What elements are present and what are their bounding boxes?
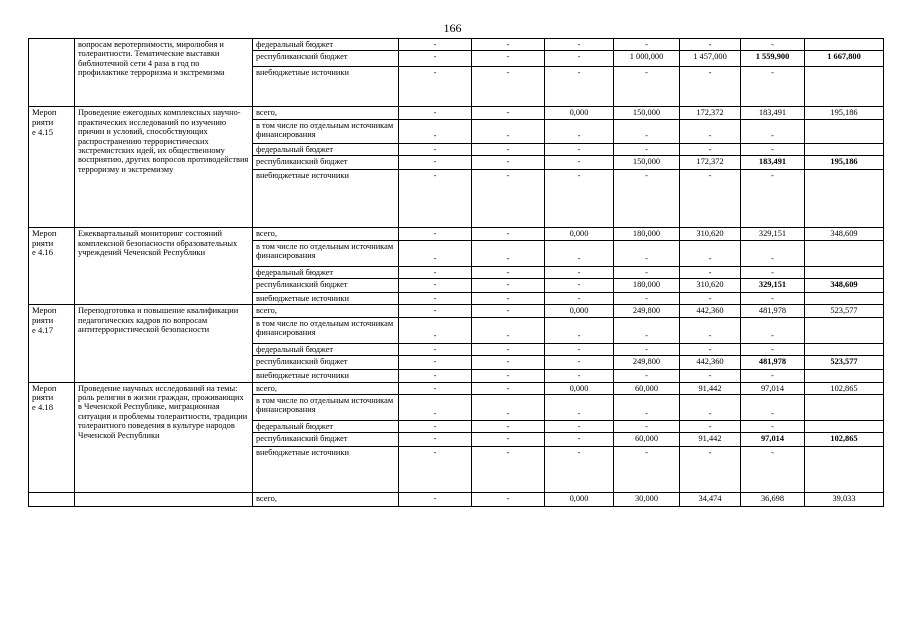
value-cell: 249,800 [614, 356, 680, 370]
value-cell: 150,000 [614, 156, 680, 170]
value-cell: - [545, 240, 614, 266]
value-cell: - [472, 156, 545, 170]
funding-source: внебюджетные источники [253, 370, 399, 382]
value-cell: - [741, 317, 805, 343]
funding-source: в том числе по отдельным источникам финансирования [253, 240, 399, 266]
value-cell: - [472, 51, 545, 67]
value-cell: - [472, 370, 545, 382]
funding-source: внебюджетные источники [253, 447, 399, 493]
funding-source: федеральный бюджет [253, 266, 399, 278]
value-cell: - [680, 266, 741, 278]
value-cell: - [545, 447, 614, 493]
value-cell: - [741, 447, 805, 493]
value-cell: - [472, 447, 545, 493]
value-cell: 348,609 [805, 279, 884, 293]
value-cell: - [614, 170, 680, 228]
value-cell: - [741, 119, 805, 143]
value-cell: - [399, 317, 472, 343]
value-cell: - [472, 433, 545, 447]
value-cell: - [472, 356, 545, 370]
funding-source: в том числе по отдельным источникам финансирования [253, 317, 399, 343]
funding-source: республиканский бюджет [253, 51, 399, 67]
value-cell: 348,609 [805, 228, 884, 240]
value-cell: - [680, 421, 741, 433]
value-cell: - [399, 421, 472, 433]
table-row [29, 493, 884, 507]
value-cell: - [741, 39, 805, 51]
value-cell: - [545, 170, 614, 228]
value-cell: - [741, 240, 805, 266]
value-cell [805, 240, 884, 266]
value-cell: - [741, 421, 805, 433]
value-cell [805, 266, 884, 278]
value-cell: - [472, 228, 545, 240]
value-cell: 523,577 [805, 305, 884, 317]
value-cell: 0,000 [545, 493, 614, 507]
value-cell: 523,577 [805, 356, 884, 370]
value-cell: 60,000 [614, 382, 680, 394]
value-cell: - [399, 356, 472, 370]
value-cell: - [614, 143, 680, 155]
funding-source: всего, [253, 305, 399, 317]
value-cell: - [399, 279, 472, 293]
value-cell: - [741, 266, 805, 278]
value-cell: - [680, 395, 741, 421]
value-cell: 195,186 [805, 107, 884, 119]
measure-code: Мероп рияти е 4.16 [29, 228, 75, 305]
value-cell: - [472, 266, 545, 278]
value-cell: - [614, 395, 680, 421]
value-cell: 195,186 [805, 156, 884, 170]
value-cell: 34,474 [680, 493, 741, 507]
value-cell: - [614, 293, 680, 305]
funding-source: в том числе по отдельным источникам финансирования [253, 119, 399, 143]
funding-source: всего, [253, 493, 399, 507]
value-cell: - [545, 395, 614, 421]
measure-code: Мероп рияти е 4.15 [29, 107, 75, 228]
value-cell: - [472, 305, 545, 317]
value-cell: 180,000 [614, 228, 680, 240]
funding-source: федеральный бюджет [253, 343, 399, 355]
value-cell: - [680, 119, 741, 143]
value-cell [805, 370, 884, 382]
value-cell: 183,491 [741, 156, 805, 170]
funding-source: внебюджетные источники [253, 170, 399, 228]
value-cell: 180,000 [614, 279, 680, 293]
value-cell: - [399, 170, 472, 228]
table-row [29, 305, 884, 317]
value-cell: 150,000 [614, 107, 680, 119]
value-cell: - [680, 447, 741, 493]
value-cell: - [472, 382, 545, 394]
value-cell [805, 143, 884, 155]
value-cell: - [545, 433, 614, 447]
value-cell: 0,000 [545, 107, 614, 119]
value-cell: 172,372 [680, 107, 741, 119]
value-cell: 102,865 [805, 382, 884, 394]
value-cell [805, 447, 884, 493]
value-cell: - [399, 395, 472, 421]
value-cell [805, 293, 884, 305]
funding-source: республиканский бюджет [253, 156, 399, 170]
value-cell: - [545, 421, 614, 433]
value-cell: - [680, 39, 741, 51]
measure-description: Проведение ежегодных комплексных научно-практических исследований по изучению причин и условий, способствующих распространению террористических экстремистских идей, их общественному восприятию, других вопросов противодействия терроризму и экстремизму [75, 107, 253, 228]
value-cell: - [472, 421, 545, 433]
value-cell: 30,000 [614, 493, 680, 507]
value-cell [805, 343, 884, 355]
funding-source: внебюджетные источники [253, 293, 399, 305]
value-cell: - [472, 343, 545, 355]
value-cell: - [545, 293, 614, 305]
funding-source: федеральный бюджет [253, 39, 399, 51]
value-cell: 1 667,800 [805, 51, 884, 67]
value-cell: - [741, 293, 805, 305]
funding-source: республиканский бюджет [253, 433, 399, 447]
value-cell: - [545, 343, 614, 355]
value-cell [805, 317, 884, 343]
value-cell: - [741, 67, 805, 107]
value-cell: 97,014 [741, 433, 805, 447]
funding-source: федеральный бюджет [253, 143, 399, 155]
value-cell [805, 170, 884, 228]
value-cell: - [680, 370, 741, 382]
value-cell: - [399, 67, 472, 107]
value-cell: - [472, 240, 545, 266]
value-cell: - [614, 317, 680, 343]
measure-code: Мероп рияти е 4.18 [29, 382, 75, 493]
value-cell: - [545, 119, 614, 143]
measure-description: Ежеквартальный мониторинг состояний комплексной безопасности образовательных учреждений Чеченской Республики [75, 228, 253, 305]
value-cell: - [680, 343, 741, 355]
value-cell: 310,620 [680, 228, 741, 240]
funding-source: всего, [253, 107, 399, 119]
value-cell: 91,442 [680, 382, 741, 394]
budget-table [28, 38, 884, 507]
value-cell [805, 395, 884, 421]
funding-source: республиканский бюджет [253, 279, 399, 293]
page-number: 166 [443, 21, 462, 35]
value-cell: 1 457,000 [680, 51, 741, 67]
value-cell: - [545, 279, 614, 293]
value-cell: 60,000 [614, 433, 680, 447]
value-cell: - [399, 228, 472, 240]
value-cell: - [680, 67, 741, 107]
value-cell: - [399, 433, 472, 447]
funding-source: всего, [253, 382, 399, 394]
value-cell: - [614, 447, 680, 493]
measure-description [75, 493, 253, 507]
value-cell: - [680, 143, 741, 155]
value-cell: - [472, 119, 545, 143]
table-row [29, 107, 884, 119]
value-cell: 0,000 [545, 228, 614, 240]
value-cell: - [472, 143, 545, 155]
value-cell: 1 559,900 [741, 51, 805, 67]
value-cell: - [680, 170, 741, 228]
value-cell: 442,360 [680, 305, 741, 317]
value-cell: - [741, 143, 805, 155]
value-cell: 172,372 [680, 156, 741, 170]
value-cell: - [399, 107, 472, 119]
value-cell: 442,360 [680, 356, 741, 370]
value-cell: - [399, 305, 472, 317]
value-cell: - [614, 343, 680, 355]
value-cell: 1 000,000 [614, 51, 680, 67]
value-cell [805, 39, 884, 51]
value-cell: - [472, 39, 545, 51]
value-cell: - [399, 343, 472, 355]
value-cell: - [545, 39, 614, 51]
value-cell: 39,033 [805, 493, 884, 507]
value-cell: - [741, 370, 805, 382]
value-cell: - [614, 421, 680, 433]
value-cell: - [614, 67, 680, 107]
measure-code [29, 493, 75, 507]
measure-code: Мероп рияти е 4.17 [29, 305, 75, 382]
value-cell [805, 421, 884, 433]
value-cell: 0,000 [545, 305, 614, 317]
value-cell: - [545, 67, 614, 107]
value-cell: 329,151 [741, 228, 805, 240]
value-cell: - [614, 119, 680, 143]
value-cell: - [399, 156, 472, 170]
value-cell: 183,491 [741, 107, 805, 119]
value-cell: - [472, 293, 545, 305]
funding-source: республиканский бюджет [253, 356, 399, 370]
value-cell: - [472, 67, 545, 107]
funding-source: внебюджетные источники [253, 67, 399, 107]
value-cell: - [614, 370, 680, 382]
value-cell: - [741, 170, 805, 228]
value-cell: 249,800 [614, 305, 680, 317]
value-cell: 329,151 [741, 279, 805, 293]
value-cell [805, 119, 884, 143]
value-cell: - [399, 119, 472, 143]
value-cell: - [399, 370, 472, 382]
value-cell: - [545, 156, 614, 170]
table-row [29, 39, 884, 51]
value-cell: 0,000 [545, 382, 614, 394]
value-cell: - [680, 293, 741, 305]
value-cell: - [472, 170, 545, 228]
value-cell: - [680, 240, 741, 266]
measure-description: Переподготовка и повышение квалификации педагогических кадров по вопросам антитеррористической безопасности [75, 305, 253, 382]
value-cell: 481,978 [741, 305, 805, 317]
value-cell: - [545, 356, 614, 370]
value-cell: - [545, 266, 614, 278]
funding-source: в том числе по отдельным источникам финансирования [253, 395, 399, 421]
value-cell: - [614, 39, 680, 51]
value-cell: - [399, 447, 472, 493]
funding-source: федеральный бюджет [253, 421, 399, 433]
value-cell: - [399, 266, 472, 278]
value-cell: - [399, 382, 472, 394]
value-cell: - [472, 279, 545, 293]
measure-description: Проведение научных исследований на темы: роль религии в жизни граждан, проживающих в Чеченской Республике, миграционная ситуация и проблемы толерантности, традиции толерантного поведения в культуре народов Чеченской Республики [75, 382, 253, 493]
value-cell: - [545, 143, 614, 155]
value-cell: - [680, 317, 741, 343]
value-cell: - [545, 317, 614, 343]
table-row [29, 228, 884, 240]
value-cell: - [399, 293, 472, 305]
value-cell: - [614, 240, 680, 266]
value-cell: 97,014 [741, 382, 805, 394]
funding-source: всего, [253, 228, 399, 240]
value-cell: - [472, 107, 545, 119]
measure-code [29, 39, 75, 107]
value-cell: - [399, 143, 472, 155]
value-cell: - [399, 51, 472, 67]
value-cell [805, 67, 884, 107]
value-cell: - [472, 493, 545, 507]
value-cell: - [399, 240, 472, 266]
value-cell: - [545, 370, 614, 382]
value-cell: 481,978 [741, 356, 805, 370]
value-cell: - [399, 39, 472, 51]
value-cell: - [472, 317, 545, 343]
measure-description: вопросам веротерпимости, миролюбия и толерантности. Тематические выставки библиотечной сети 4 раза в год по профилактике терроризма и экстремизма [75, 39, 253, 107]
table-row [29, 382, 884, 394]
value-cell: - [614, 266, 680, 278]
value-cell: 310,620 [680, 279, 741, 293]
value-cell: 91,442 [680, 433, 741, 447]
value-cell: - [741, 343, 805, 355]
value-cell: 36,698 [741, 493, 805, 507]
value-cell: - [472, 395, 545, 421]
value-cell: - [545, 51, 614, 67]
value-cell: 102,865 [805, 433, 884, 447]
value-cell: - [741, 395, 805, 421]
value-cell: - [399, 493, 472, 507]
